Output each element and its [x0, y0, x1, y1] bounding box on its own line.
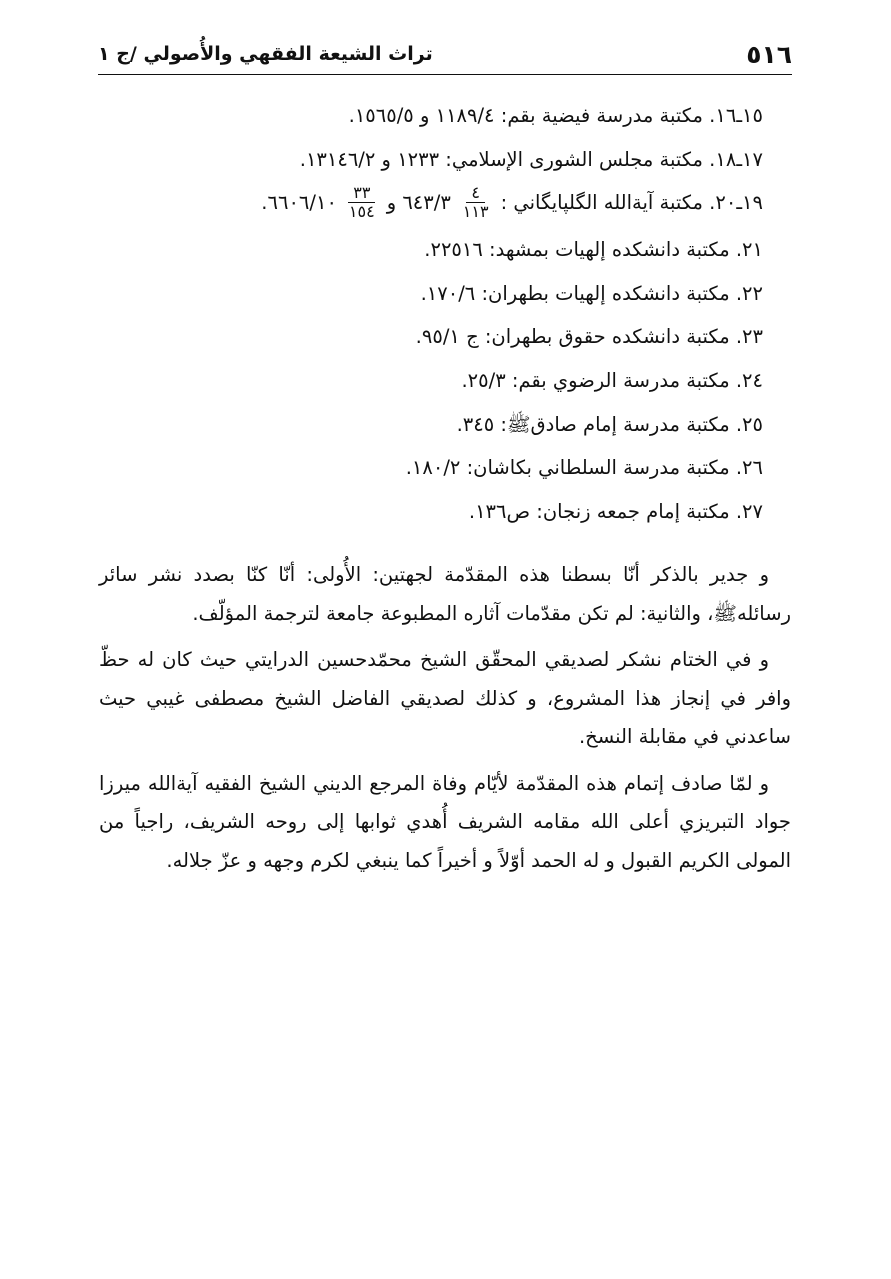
list-item: ١٥ـ١٦. مكتبة مدرسة فيضية بقم: ١١٨٩/٤ و ١٥٦٥/٥. [348, 104, 763, 127]
fraction-denominator: ١١٣ [462, 202, 489, 222]
page-number: ٥١٦ [746, 39, 792, 69]
paragraph: و جدير بالذكر أنّا بسطنا هذه المقدّمة لجهتين: الأُولى: أنّا كنّا بصدد نشر سائر رسائلهﷺ، والثانية: لم تكن مقدّمات آثاره المطبوعة جامعة لترجمة المؤلّف. [99, 563, 791, 625]
list-item-prefix: ١٩ـ٢٠. مكتبة آيةالله الگلپايگاني : [500, 191, 763, 215]
list-item: ٢٥. مكتبة مدرسة إمام صادقﷺ: ٣٤٥. [456, 412, 763, 436]
fraction-numerator: ٣٣ [348, 184, 375, 203]
list-item: ٢٣. مكتبة دانشكده حقوق بطهران: ج ٩٥/١. [415, 325, 763, 349]
list-item-with-fractions [83, 181, 763, 228]
list-item-middle: ٦٤٣/٣ و [386, 191, 451, 215]
fraction-denominator: ١٥٤ [348, 202, 375, 222]
running-title: تراث الشيعة الفقهي والأُصولي /ج ١ [98, 43, 433, 65]
manuscript-list [83, 94, 763, 533]
list-item: ٢٧. مكتبة إمام جمعه زنجان: ص١٣٦. [468, 499, 763, 523]
fraction-numerator: ٤ [466, 184, 485, 203]
fraction [458, 184, 494, 221]
body-text [99, 556, 791, 888]
list-item-suffix: ٦٦٠٦/١٠. [261, 191, 337, 215]
fraction [344, 184, 380, 221]
list-item: ٢٦. مكتبة مدرسة السلطاني بكاشان: ١٨٠/٢. [405, 456, 763, 480]
page-header [98, 38, 792, 70]
list-item: ١٧ـ١٨. مكتبة مجلس الشورى الإسلامي: ١٢٣٣ و ١٣١٤٦/٢. [299, 147, 763, 171]
paragraph: و لمّا صادف إتمام هذه المقدّمة لأيّام وفاة المرجع الديني الشيخ الفقيه آيةالله ميرزا جواد التبريزي أعلى الله مقامه الشريف أُهدي ثوابها إلى روحه الشريف، راجياً من المولى الكريم القبول و له الحمد أوّلاً و أخيراً كما ينبغي لكرم وجهه و عزّ جلاله. [99, 771, 791, 872]
list-item: ٢١. مكتبة دانشكده إلهيات بمشهد: ٢٢٥١٦. [424, 238, 763, 262]
list-item: ٢٤. مكتبة مدرسة الرضوي بقم: ٢٥/٣. [461, 368, 763, 392]
paragraph: و في الختام نشكر لصديقي المحقّق الشيخ محمّدحسين الدرايتي حيث كان له حظّ وافر في إنجاز هذا المشروع، و كذلك لصديقي الفاضل الشيخ مصطفى غيبي حيث ساعدني في مقابلة النسخ. [99, 648, 791, 748]
header-divider [98, 74, 792, 75]
list-item: ٢٢. مكتبة دانشكده إلهيات بطهران: ١٧٠/٦. [420, 281, 763, 305]
